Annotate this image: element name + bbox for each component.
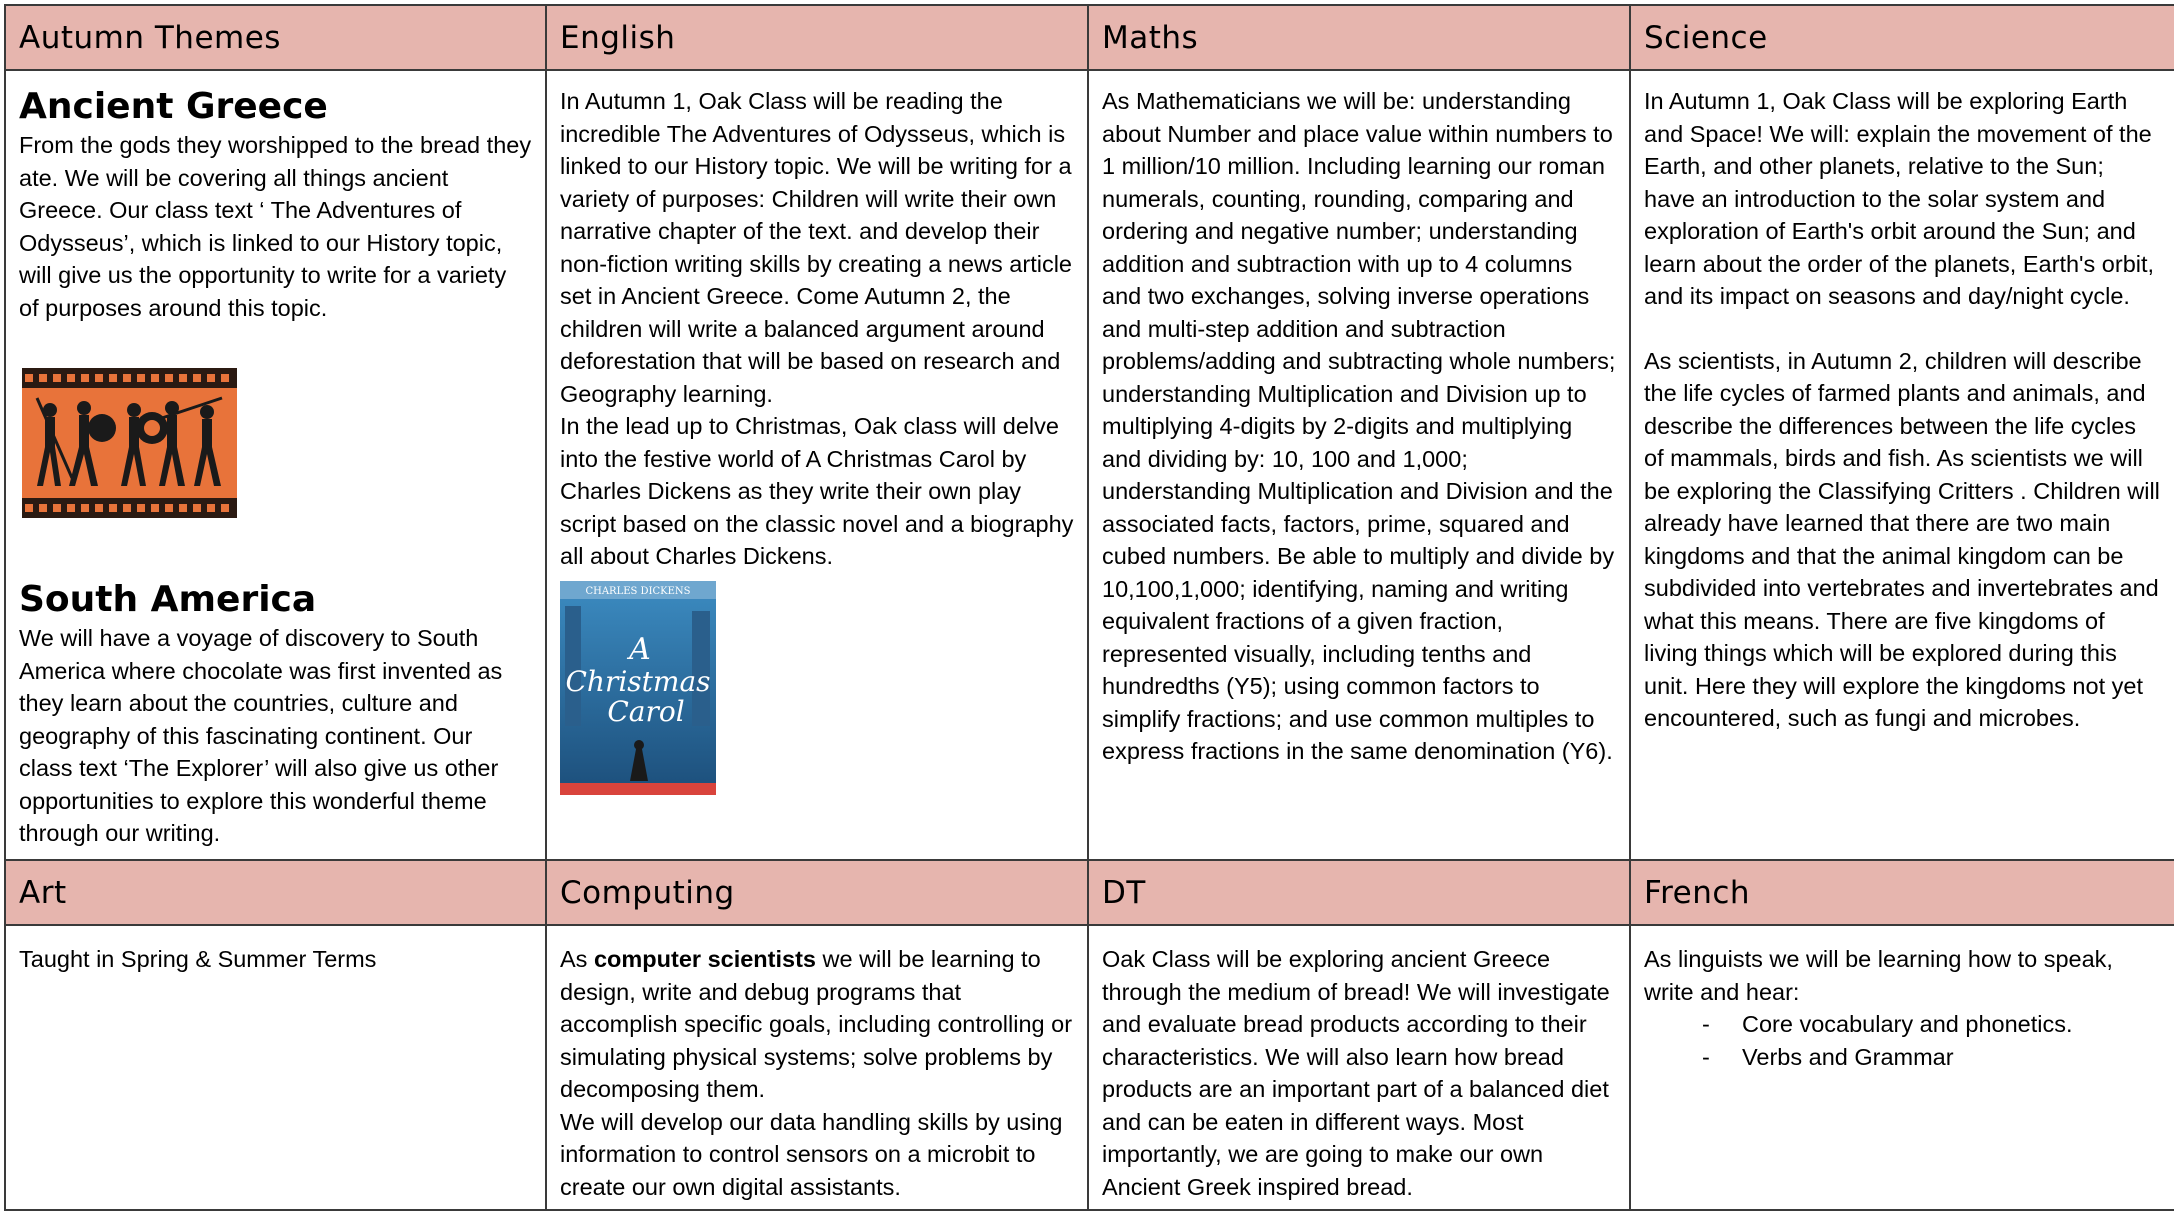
art-cell	[5, 925, 546, 1210]
header-french: French	[1630, 860, 2174, 925]
science-paragraph-1: In Autumn 1, Oak Class will be exploring Earth and Space! We will: explain the movement of the Earth, and other planets, relative to the Sun; have an introduction to the solar system and exploration of Earth's orbit around the Sun; and learn about the order of the planets, Earth's orbit, and its impact on seasons and day/night cycle.	[1644, 88, 2155, 309]
computing-paragraph-2: We will develop our data handling skills by using information to control sensors on a microbit to create our own digital assistants.	[560, 1108, 1063, 1200]
header-row-2	[5, 860, 2174, 925]
header-english: English	[546, 5, 1088, 70]
header-science: Science	[1630, 5, 2174, 70]
english-paragraph-2: In the lead up to Christmas, Oak class will delve into the festive world of A Christmas Carol by Charles Dickens as they write their own play script based on the classic novel and a biography all about Charles Dickens.	[560, 413, 1074, 569]
list-item: - Verbs and Grammar	[1702, 1041, 2161, 1074]
ancient-greece-title: Ancient Greece	[19, 86, 328, 127]
content-row-2	[5, 925, 2174, 1210]
header-computing: Computing	[546, 860, 1088, 925]
header-row-1	[5, 5, 2174, 70]
english-cell	[546, 70, 1088, 860]
curriculum-table	[4, 4, 2174, 1211]
maths-text: As Mathematicians we will be: understanding about Number and place value within numbers to 1 million/10 million. Including learning our roman numerals, counting, rounding, comparing and ordering and negative number; understanding addition and subtraction with up to 4 columns and two exchanges, solving inverse operations and multi-step addition and subtraction problems/adding and subtracting whole numbers; understanding Multiplication and Division up to multiplying 4-digits by 2-digits and multiplying and dividing by: 10, 100 and 1,000; understanding Multiplication and Division and the associated facts, factors, prime, squared and cubed numbers. Be able to multiply and divide by 10,100,1,000; identifying, naming and writing equivalent fractions of a given fraction, represented visually, including tenths and hundredths (Y5); using common factors to simplify fractions; and use common multiples to express fractions in the same denomination (Y6).	[1102, 88, 1616, 764]
dt-cell	[1088, 925, 1630, 1210]
computing-rest: we will be learning to design, write and debug programs that accomplish specific goals, including controlling or simulating physical systems; solve problems by decomposing them.	[560, 946, 1073, 1102]
ancient-greece-text: From the gods they worshipped to the bread they ate. We will be covering all things ancient Greece. Our class text ‘ The Adventures of Odysseus’, which is linked to our History topic, will give us the opportunity to write for a variety of purposes around this topic.	[19, 132, 532, 321]
autumn-themes-cell	[5, 70, 546, 860]
greek-pottery-warriors-image	[22, 368, 237, 518]
art-text: Taught in Spring & Summer Terms	[19, 946, 377, 972]
computing-bold-phrase: computer scientists	[593, 946, 816, 972]
south-america-text: We will have a voyage of discovery to South America where chocolate was first invented as they learn about the countries, culture and geography of this fascinating continent. Our class text ‘The Explorer’ will also give us other opportunities to explore this wonderful theme through our writing.	[19, 625, 503, 846]
book-title-christmas: Christmas	[565, 664, 711, 698]
content-row-1	[5, 70, 2174, 860]
english-paragraph-1: In Autumn 1, Oak Class will be reading the incredible The Adventures of Odysseus, which is linked to our History topic. We will be writing for a variety of purposes: Children will write their own narrative chapter of the text. and develop their non-fiction writing skills by creating a news article set in Ancient Greece. Come Autumn 2, the children will write a balanced argument around deforestation that will be based on research and Geography learning.	[560, 88, 1072, 407]
science-cell	[1630, 70, 2174, 860]
science-paragraph-2: As scientists, in Autumn 2, children will describe the life cycles of farmed plants and animals, and describe the differences between the life cycles of mammals, birds and fish. As scientists we will be exploring the Classifying Critters . Children will already have learned that there are two main kingdoms and that the animal kingdom can be subdivided into vertebrates and invertebrates and what this means. There are five kingdoms of living things which will be explored during this unit. Here they will explore the kingdoms not yet encountered, such as fungi and microbes.	[1644, 347, 2160, 731]
christmas-carol-book-cover	[560, 581, 716, 795]
computing-paragraph-1	[560, 943, 1074, 1106]
header-dt: DT	[1088, 860, 1630, 925]
south-america-title: South America	[19, 579, 317, 620]
list-item: - Core vocabulary and phonetics.	[1702, 1008, 2161, 1041]
book-title-carol: Carol	[607, 694, 685, 728]
computing-lead: As	[560, 946, 594, 972]
french-intro: As linguists we will be learning how to speak, write and hear:	[1644, 946, 2113, 1005]
french-bullet-list	[1702, 1008, 2161, 1073]
dt-text: Oak Class will be exploring ancient Greece through the medium of bread! We will investigate and evaluate bread products according to their characteristics. We will also learn how bread products are an important part of a balanced diet and can be eaten in different ways. Most importantly, we are going to make our own Ancient Greek inspired bread.	[1102, 946, 1610, 1200]
header-autumn-themes: Autumn Themes	[5, 5, 546, 70]
book-title-a: A	[629, 631, 651, 667]
header-art: Art	[5, 860, 546, 925]
french-cell	[1630, 925, 2174, 1210]
header-maths: Maths	[1088, 5, 1630, 70]
computing-cell	[546, 925, 1088, 1210]
book-author: CHARLES DICKENS	[585, 585, 691, 597]
maths-cell	[1088, 70, 1630, 860]
